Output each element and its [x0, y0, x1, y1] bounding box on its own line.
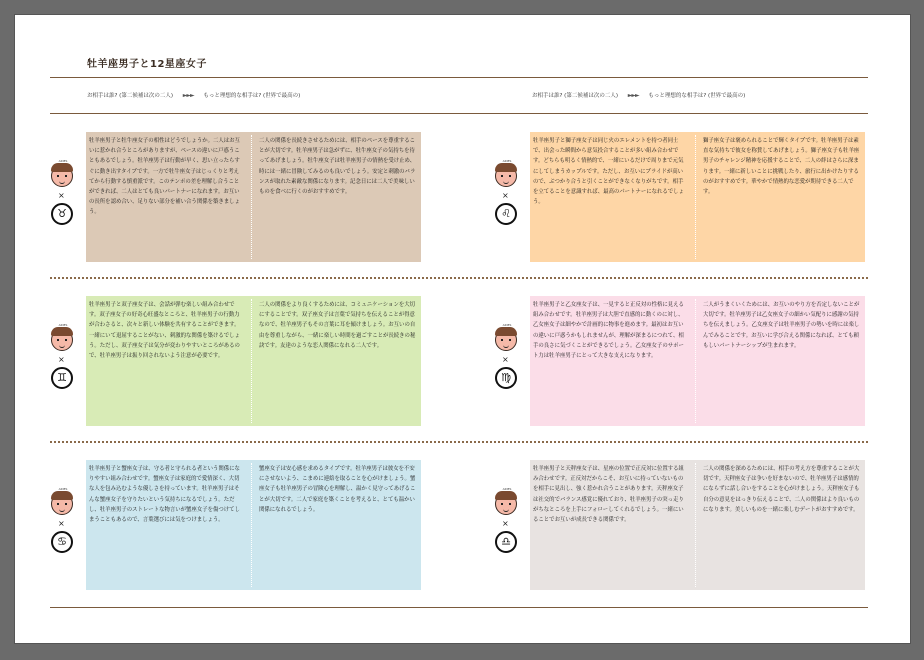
- pair-icons: ARIES × ♋: [48, 475, 78, 585]
- libra-icon: ♎: [495, 531, 517, 553]
- pair-text-left: 牡羊座男子と双子座女子は、会話が弾む楽しい組み合わせです。双子座女子の好奇心旺盛なところと、牡羊座男子の行動力が合わさると、次々と新しい体験を共有することができます。一緒にいて退屈することがない、刺激的な関係を築けるでしょう。ただし、双子座女子は気分が変わりやすいところがあるので、牡羊座男子は振り回されないよう注意が必要です。: [89, 302, 240, 360]
- column-divider: [695, 463, 696, 587]
- pair-text-right: 蟹座女子は安心感を求めるタイプです。牡羊座男子は彼女を不安にさせないよう、こまめに連絡を取ることを心がけましょう。蟹座女子も牡羊座男子の冒険心を理解し、温かく見守ってあげることが大切です。二人で家庭を築くことを考えると、とても温かい関係になれるでしょう。: [259, 466, 416, 513]
- pair-text-left: 牡羊座男子と獅子座女子は同じ火のエレメントを持つ者同士で、出会った瞬間から意気投合することが多い組み合わせです。どちらも明るく情熱的で、一緒にいるだけで周りまで元気にしてしまうカップルです。ただし、お互いにプライドが高いので、ぶつかり合うと引くことができなくなりがちです。相手を立てることを意識すれば、最高のパートナーになれるでしょう。: [533, 138, 684, 206]
- column-divider: [251, 463, 252, 587]
- row-divider: [50, 277, 868, 279]
- column-divider: [251, 299, 252, 423]
- aries-boy-face-icon: [51, 493, 73, 515]
- virgo-icon: ♍: [495, 367, 517, 389]
- header-label-b: もっと理想的な相手は? (世界で最高の): [648, 93, 746, 99]
- cancer-icon: ♋: [51, 531, 73, 553]
- row-divider: [50, 441, 868, 443]
- header-label-a: お相手は誰? (第二候補は次の二人): [87, 93, 173, 99]
- column-header-left: [87, 91, 300, 99]
- times-icon: ×: [502, 355, 509, 364]
- pair-text-left: 牡羊座男子と牡牛座女子の相性はどうでしょうか。二人はお互いに惹かれ合うところがありますが、ペースの違いに戸惑うこともあるでしょう。牡羊座男子は行動が早く、思い立ったらすぐに動き出すタイプです。一方で牡牛座女子はじっくりと考えてから行動する慎重派です。このテンポの差を理解し合うことができれば、二人はとても良いパートナーになれます。お互いの長所を認め合い、足りない部分を補い合う関係を築きましょう。: [89, 138, 240, 216]
- arrows-icon: ►►►: [182, 92, 194, 99]
- header-rule: [50, 113, 868, 114]
- pair-box-gemini: [86, 296, 421, 426]
- pair-text-left: 牡羊座男子と蟹座女子は、守る者と守られる者という関係になりやすい組み合わせです。蟹座女子は家庭的で愛情深く、大切な人を包み込むような優しさを持っています。牡羊座男子はそんな蟹座女子を守りたいという気持ちになるでしょう。ただし、牡羊座男子のストレートな物言いが蟹座女子を傷つけてしまうこともあるので、言葉選びには気をつけましょう。: [89, 466, 240, 524]
- pair-box-cancer: [86, 460, 421, 590]
- aries-boy-face-icon: [495, 165, 517, 187]
- pair-text-right: 二人の関係をより良くするためには、コミュニケーションを大切にすることです。双子座女子は言葉で気持ちを伝えることが得意なので、牡羊座男子もその言葉に耳を傾けましょう。お互いの自由を尊重しながら、一緒に楽しい時間を過ごすことが長続きの秘訣です。友達のような恋人関係になれる二人です。: [259, 302, 416, 349]
- pair-text-left: 牡羊座男子と乙女座女子は、一見すると正反対の性格に見える組み合わせです。牡羊座男子は大胆で直感的に動くのに対し、乙女座女子は細やかで計画的に物事を進めます。最初はお互いの違いに戸惑うかもしれませんが、理解が深まるにつれて、相手の良さに気づくことができるでしょう。乙女座女子のサポート力は牡羊座男子にとって大きな支えになります。: [533, 302, 684, 360]
- times-icon: ×: [58, 355, 65, 364]
- pair-icons: ARIES × ♉: [48, 147, 78, 257]
- leo-icon: ♌: [495, 203, 517, 225]
- pair-text-left: 牡羊座男子と天秤座女子は、星座の位置で正反対に位置する組み合わせです。正反対だからこそ、お互いに持っていないものを相手に見出し、強く惹かれ合うことがあります。天秤座女子は社交的でバランス感覚に優れており、牡羊座男子の突っ走りがちなところを上手にフォローしてくれるでしょう。一緒にいることでお互いが成長できる関係です。: [533, 466, 684, 524]
- taurus-icon: ♉: [51, 203, 73, 225]
- pair-box-libra: [530, 460, 865, 590]
- times-icon: ×: [502, 191, 509, 200]
- times-icon: ×: [502, 519, 509, 528]
- pair-text-right: 獅子座女子は褒められることで輝くタイプです。牡羊座男子は素直な気持ちで彼女を称賛してあげましょう。獅子座女子も牡羊座男子のチャレンジ精神を応援することで、二人の絆はさらに深まります。一緒に新しいことに挑戦したり、旅行に出かけたりするのがおすすめです。華やかで情熱的な恋愛が期待できる二人です。: [703, 138, 860, 196]
- column-divider: [695, 299, 696, 423]
- column-header-right: [532, 91, 745, 99]
- pair-icons: ARIES × ♌: [492, 147, 522, 257]
- bottom-rule: [50, 607, 868, 608]
- pair-box-taurus: [86, 132, 421, 262]
- pair-icons: ARIES × ♍: [492, 311, 522, 421]
- pair-text-right: 二人の関係を深めるためには、相手の考え方を尊重することが大切です。天秤座女子は争いを好まないので、牡羊座男子は感情的にならずに話し合いをすることを心がけましょう。天秤座女子も自分の意見をはっきり伝えることで、二人の関係はより良いものになります。美しいものを一緒に楽しむデートがおすすめです。: [703, 466, 860, 513]
- pair-box-virgo: [530, 296, 865, 426]
- pair-text-right: 二人がうまくいくためには、お互いのやり方を否定しないことが大切です。牡羊座男子は乙女座女子の細かい気配りに感謝の気持ちを伝えましょう。乙女座女子は牡羊座男子の勢いを時には楽しんでみることです。お互いに学び合える関係になれば、とても頼もしいパートナーシップが生まれます。: [703, 302, 860, 349]
- header-label-b: もっと理想的な相手は? (世界で最高の): [203, 93, 301, 99]
- pair-text-right: 二人の関係を長続きさせるためには、相手のペースを尊重することが大切です。牡羊座男子は急がずに、牡牛座女子の気持ちを待ってあげましょう。牡牛座女子は牡羊座男子の情熱を受け止め、時には一緒に冒険してみるのも良いでしょう。安定と刺激のバランスが取れた素敵な関係になります。記念日には二人で美味しいものを食べに行くのがおすすめです。: [259, 138, 416, 196]
- aries-boy-face-icon: [51, 165, 73, 187]
- times-icon: ×: [58, 191, 65, 200]
- top-rule: [50, 77, 868, 78]
- column-divider: [251, 135, 252, 259]
- column-divider: [695, 135, 696, 259]
- pair-icons: ARIES × ♊: [48, 311, 78, 421]
- header-label-a: お相手は誰? (第二候補は次の二人): [532, 93, 618, 99]
- page-title: 牡羊座男子と12星座女子: [87, 59, 207, 70]
- pair-icons: ARIES × ♎: [492, 475, 522, 585]
- times-icon: ×: [58, 519, 65, 528]
- document-page: [15, 15, 910, 643]
- pair-box-leo: [530, 132, 865, 262]
- aries-boy-face-icon: [495, 493, 517, 515]
- aries-boy-face-icon: [495, 329, 517, 351]
- gemini-icon: ♊: [51, 367, 73, 389]
- aries-boy-face-icon: [51, 329, 73, 351]
- arrows-icon: ►►►: [627, 92, 639, 99]
